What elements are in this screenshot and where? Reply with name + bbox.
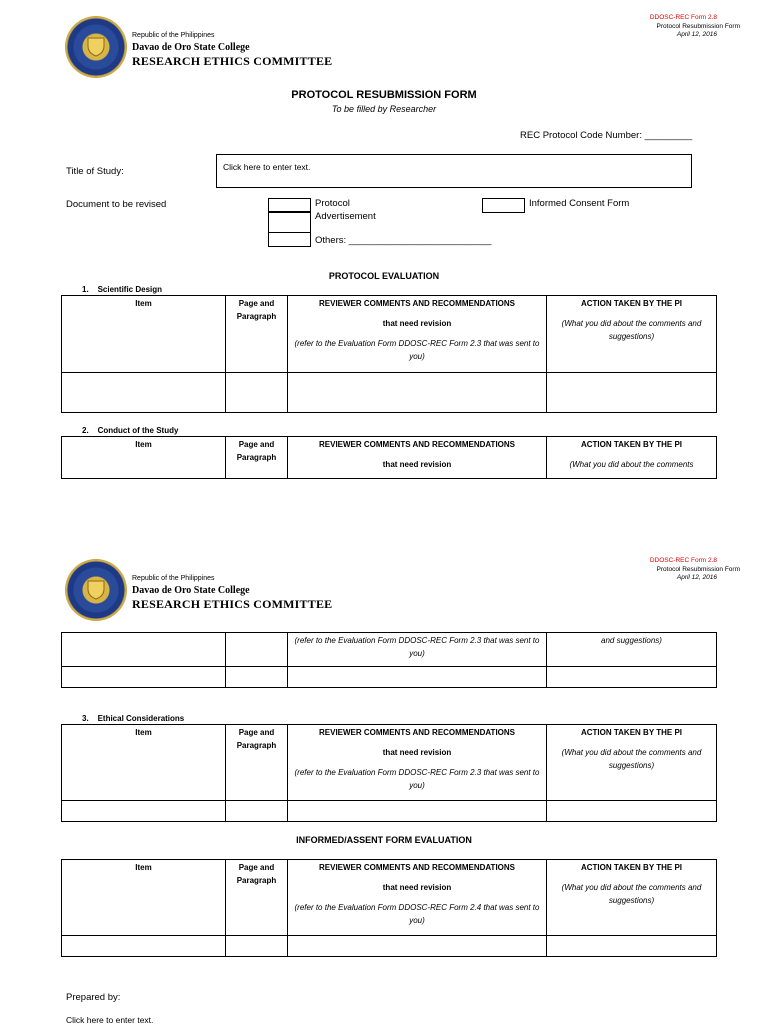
col-action-taken: [547, 633, 717, 667]
col-item: Item: [62, 860, 226, 936]
action-heading: ACTION TAKEN BY THE PI: [580, 728, 683, 737]
col-reviewer-comments: [288, 860, 547, 936]
table-row[interactable]: [62, 373, 717, 413]
col-reviewer-comments: [288, 437, 547, 479]
refer-text: (refer to the Evaluation Form DDOSC-REC Form 2.4 that was sent to you): [294, 903, 540, 925]
icf-option-label: Informed Consent Form: [529, 198, 630, 209]
others-checkbox[interactable]: [268, 232, 311, 247]
committee-name: RESEARCH ETHICS COMMITTEE: [132, 54, 333, 68]
table-cell[interactable]: [288, 667, 547, 688]
col-page-paragraph: Page and Paragraph: [226, 725, 288, 801]
shield-icon: [85, 578, 107, 600]
refer-text: (refer to the Evaluation Form DDOSC-REC Form 2.3 that was sent to you): [294, 768, 540, 790]
col-reviewer-comments: [288, 725, 547, 801]
advertisement-checkbox[interactable]: [268, 211, 311, 233]
col-action-taken: [547, 437, 717, 479]
need-revision-text: that need revision: [382, 319, 452, 328]
col-reviewer-comments: [288, 296, 547, 373]
table-header-row: [62, 437, 717, 479]
refer-text: (refer to the Evaluation Form DDOSC-REC Form 2.3 that was sent to you): [294, 636, 540, 658]
col-item: Item: [62, 296, 226, 373]
college-seal-logo: [66, 560, 126, 620]
col-action-taken: [547, 860, 717, 936]
reviewer-heading: REVIEWER COMMENTS AND RECOMMENDATIONS: [319, 863, 515, 872]
prepared-by-input[interactable]: Click here to enter text.: [66, 1015, 154, 1025]
table-cell[interactable]: [62, 667, 226, 688]
table-cell[interactable]: [62, 801, 226, 822]
form-title: PROTOCOL RESUBMISSION FORM: [291, 89, 477, 101]
table-cell[interactable]: [62, 936, 226, 957]
form-date: April 12, 2016: [676, 574, 717, 581]
table-cell[interactable]: [226, 936, 288, 957]
col-item: Item: [62, 725, 226, 801]
what-text: (What you did about the comments: [569, 460, 694, 469]
table-cell[interactable]: [226, 373, 288, 413]
table-cell[interactable]: [288, 936, 547, 957]
college-seal-logo: [66, 17, 126, 77]
col-page-paragraph: Page and Paragraph: [226, 437, 288, 479]
table-cell[interactable]: [547, 667, 717, 688]
table-row[interactable]: [62, 801, 717, 822]
need-revision-text: that need revision: [382, 460, 452, 469]
icf-checkbox[interactable]: [482, 198, 525, 213]
need-revision-text: that need revision: [382, 883, 452, 892]
informed-assent-heading: INFORMED/ASSENT FORM EVALUATION: [296, 835, 472, 845]
form-code: DDOSC-REC Form 2.8: [649, 557, 717, 564]
reviewer-heading: REVIEWER COMMENTS AND RECOMMENDATIONS: [319, 728, 515, 737]
scientific-design-table: [61, 295, 717, 413]
republic-text: Republic of the Philippines: [132, 575, 215, 582]
what-text: (What you did about the comments and suggestions): [561, 883, 702, 905]
form-name: Protocol Resubmission Form: [656, 566, 740, 573]
form-date: April 12, 2016: [676, 31, 717, 38]
what-text: and suggestions): [601, 636, 662, 645]
title-of-study-label: Title of Study:: [66, 166, 124, 177]
form-name: Protocol Resubmission Form: [656, 23, 740, 30]
need-revision-text: that need revision: [382, 748, 452, 757]
table-cell[interactable]: [288, 801, 547, 822]
form-code: DDOSC-REC Form 2.8: [649, 14, 717, 21]
table-cell[interactable]: [288, 373, 547, 413]
college-name: Davao de Oro State College: [132, 42, 250, 53]
section-scientific-design: 1. Scientific Design: [82, 285, 163, 294]
col-action-taken: [547, 725, 717, 801]
col-page-paragraph: Page and Paragraph: [226, 296, 288, 373]
reviewer-heading: REVIEWER COMMENTS AND RECOMMENDATIONS: [319, 299, 515, 308]
table-cell[interactable]: [226, 801, 288, 822]
shield-icon: [85, 35, 107, 57]
table-cell[interactable]: [547, 801, 717, 822]
title-of-study-input[interactable]: [216, 154, 692, 188]
table-cell[interactable]: [547, 936, 717, 957]
what-text: (What you did about the comments and suggestions): [561, 748, 702, 770]
table-cell[interactable]: [547, 373, 717, 413]
table-row[interactable]: [62, 936, 717, 957]
col-reviewer-comments: [288, 633, 547, 667]
table-cell[interactable]: [62, 373, 226, 413]
table-row[interactable]: [62, 667, 717, 688]
conduct-study-table-continued: [61, 632, 717, 688]
committee-name: RESEARCH ETHICS COMMITTEE: [132, 597, 333, 611]
prepared-by-label: Prepared by:: [66, 992, 121, 1003]
reviewer-heading: REVIEWER COMMENTS AND RECOMMENDATIONS: [319, 440, 515, 449]
table-header-row: [62, 633, 717, 667]
others-option-field[interactable]: Others: ___________________________: [315, 235, 492, 246]
table-header-row: [62, 296, 717, 373]
protocol-evaluation-heading: PROTOCOL EVALUATION: [328, 271, 440, 281]
action-heading: ACTION TAKEN BY THE PI: [580, 440, 683, 449]
col-item: Item: [62, 437, 226, 479]
protocol-code-label[interactable]: REC Protocol Code Number: _________: [520, 130, 693, 141]
table-cell[interactable]: [226, 667, 288, 688]
refer-text: (refer to the Evaluation Form DDOSC-REC Form 2.3 that was sent to you): [294, 339, 540, 361]
title-of-study-placeholder: Click here to enter text.: [223, 162, 311, 172]
table-cell: [226, 633, 288, 667]
table-header-row: [62, 725, 717, 801]
conduct-study-table: [61, 436, 717, 479]
table-cell: [62, 633, 226, 667]
table-header-row: [62, 860, 717, 936]
form-subtitle: To be filled by Researcher: [331, 104, 437, 114]
informed-assent-table: [61, 859, 717, 957]
section-ethical-considerations: 3. Ethical Considerations: [82, 714, 185, 723]
action-heading: ACTION TAKEN BY THE PI: [580, 863, 683, 872]
action-heading: ACTION TAKEN BY THE PI: [580, 299, 683, 308]
document-revised-label: Document to be revised: [66, 199, 167, 210]
ethical-considerations-table: [61, 724, 717, 822]
col-action-taken: [547, 296, 717, 373]
section-conduct-study: 2. Conduct of the Study: [82, 426, 179, 435]
advertisement-option-label: Advertisement: [315, 211, 376, 222]
col-page-paragraph: Page and Paragraph: [226, 860, 288, 936]
what-text: (What you did about the comments and suggestions): [561, 319, 702, 341]
college-name: Davao de Oro State College: [132, 585, 250, 596]
republic-text: Republic of the Philippines: [132, 32, 215, 39]
protocol-option-label: Protocol: [315, 198, 350, 209]
